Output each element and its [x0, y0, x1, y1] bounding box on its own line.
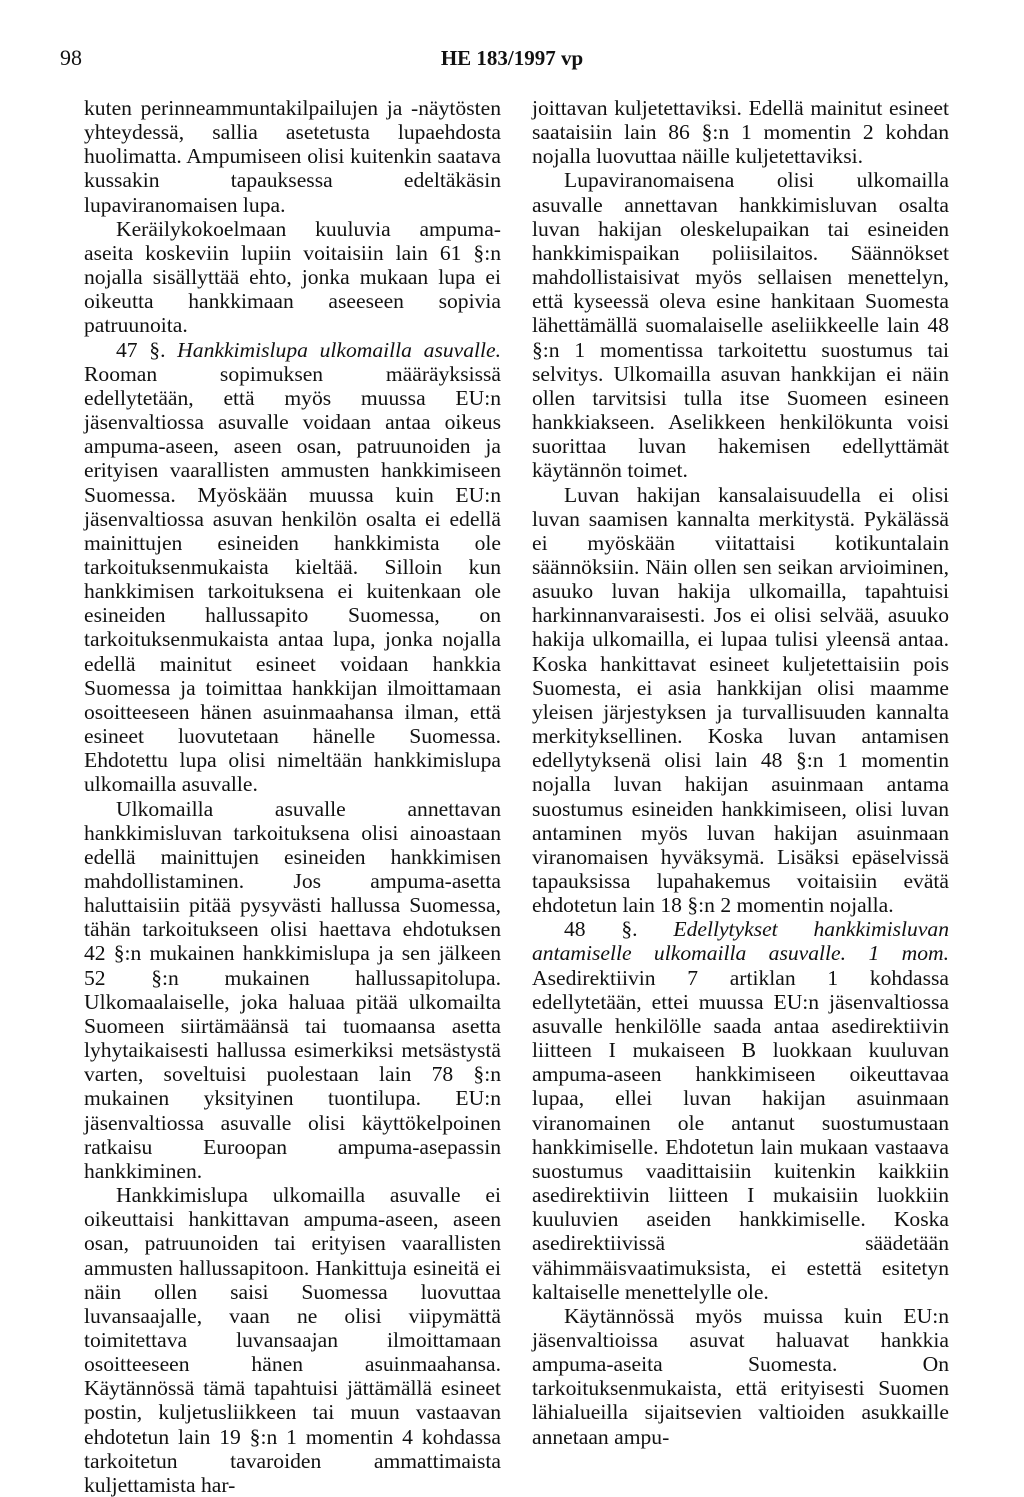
paragraph: Hankkimislupa ulkomailla asuvalle ei oikeuttaisi hankittavan ampuma-aseen, aseen osan, patruunoiden tai erityisen vaarallisten ammusten hallussapitoon. Hankittuja esineitä ei näin ollen saisi Suomessa luovuttaa luvansaajalle, vaan ne olisi viipymättä toimitettava luvansaajan ilmoittamaan osoitteeseen hänen asuinmaahansa. Käytännössä tämä tapahtuisi jättämällä esineet postin, kuljetusliikkeen tai muun vastaavan ehdotetun lain 19 §:n 1 momentin 4 kohdassa tarkoitetun tavaroiden ammattimaista kuljettamista har- — [84, 1183, 501, 1497]
paragraph: kuten perinneammuntakilpailujen ja -näytösten yhteydessä, sallia asetetusta lupaehdosta huolimatta. Ampumiseen olisi kuitenkin saatava kussakin tapauksessa edeltäkäsin lupaviranomaisen lupa. — [84, 96, 501, 217]
paragraph: Keräilykokoelmaan kuuluvia ampuma-aseita koskeviin lupiin voitaisiin lain 61 §:n nojalla sisällyttää ehto, jonka mukaan lupa ei oikeutta hankkimaan aseeseen sopivia patruunoita. — [84, 216, 501, 338]
section-heading: Hankkimislupa ulkomailla asuvalle. — [177, 337, 502, 362]
section-heading: Edellytykset hankkimisluvan antamiselle ulkomailla asuvalle. — [532, 917, 949, 966]
page-number: 98 — [60, 45, 82, 70]
section-text: Asedirektiivin 7 artiklan 1 kohdassa edellytetään, ettei muussa EU:n jäsenvaltiossa asuvalle henkilölle saada antaa asedirektiivin liitteen I mukaiseen B luokkaan kuuluvan ampuma-aseen hankkimiseen oikeuttavaa lupaa, ellei luvan hakijan asuinmaan viranomainen ole antanut suostumustaan hankkimiselle. Ehdotetun lain mukaan vastaava suostumus vaadittaisiin kuitenkin kaikkiin asedirektiivin liitteen I mukaisiin luokkiin kuuluvien aseiden hankkimiselle. Koska asedirektiivissä säädetään vähimmäisvaatimuksista, ei estettä esitetyn kaltaiselle menettelylle ole. — [532, 965, 949, 1304]
section-text: Rooman sopimuksen määräyksissä edellytetään, että myös muussa EU:n jäsenvaltiossa asuvalle voidaan antaa oikeus ampuma-aseen, aseen osan, patruunoiden ja erityisen vaarallisten ammusten hankkimiseen Suomessa. Myöskään muussa kuin EU:n jäsenvaltiossa asuvan henkilön osalta ei edellä mainittujen esineiden hankkimista ole tarkoituksenmukaista kieltää. Silloin kun hankkimisen tarkoituksena ei kuitenkaan ole esineiden hallussapito Suomessa, on tarkoituksenmukaista antaa lupa, jonka nojalla edellä mainitut esineet voidaan hankkia Suomessa ja toimittaa hankkijan ilmoittamaan osoitteeseen hänen asuinmaahansa ilman, että esineet luovutetaan hänelle Suomessa. Ehdotettu lupa olisi nimeltään hankkimislupa ulkomailla asuvalle. — [84, 361, 501, 797]
left-column — [84, 96, 501, 1497]
section-subheading: 1 mom. — [868, 941, 949, 966]
running-head: HE 183/1997 vp — [440, 46, 584, 70]
section-number: 47 §. — [116, 337, 166, 362]
paragraph: Käytännössä myös muissa kuin EU:n jäsenvaltioissa asuvat haluavat hankkia ampuma-aseita Suomesta. On tarkoituksenmukaista, että erityisesti Suomen lähialueilla sijaitsevien valtioiden asukkaille annetaan ampu- — [532, 1303, 949, 1449]
section-paragraph — [532, 917, 949, 1304]
section-paragraph — [84, 338, 501, 797]
paragraph: joittavan kuljetettaviksi. Edellä mainitut esineet saataisiin lain 86 §:n 1 momentin 2 kohdan nojalla luovuttaa näille kuljetettaviksi. — [532, 96, 949, 169]
paragraph: Lupaviranomaisena olisi ulkomailla asuvalle annettavan hankkimisluvan osalta luvan hakijan oleskelupaikan tai esineiden hankkimispaikan poliisilaitos. Säännökset mahdollistaisivat myös sellaisen menettelyn, että kyseessä oleva esine hankitaan Suomesta lähettämällä suomalaiselle aseliikkeelle lain 48 §:n 1 momentissa tarkoitettu suostumus tai selvitys. Ulkomailla asuvan hankkijan ei näin ollen tarvitsisi tulla itse Suomeen esineen hankkiakseen. Aselikkeen henkilökunta voisi suorittaa luvan hakemisen edellyttämät käytännön toimet. — [532, 168, 949, 483]
right-column — [532, 96, 949, 1449]
paragraph: Luvan hakijan kansalaisuudella ei olisi luvan saamisen kannalta merkitystä. Pykälässä ei myöskään viitattaisi kotikuntalain säännöksiin. Näin ollen sen seikan arvioiminen, asuuko luvan hakija ulkomailla, tapahtuisi harkinnanvaraisesti. Jos ei olisi selvää, asuuko hakija ulkomailla, ei lupaa tulisi yleensä antaa. Koska hankittavat esineet kuljetettaisiin pois Suomesta, ei asia hankkijan olisi maamme yleisen järjestyksen ja turvallisuuden kannalta merkityksellinen. Koska luvan antamisen edellytyksenä olisi lain 48 §:n 1 momentin nojalla luvan hakijan asuinmaan antama suostumus esineiden hankkimiseen, olisi luvan antaminen myös luvan hakijan asuinmaan viranomaisen hyväksymä. Lisäksi epäselvissä tapauksissa lupahakemus voitaisiin evätä ehdotetun lain 18 §:n 2 momentin nojalla. — [532, 482, 949, 918]
paragraph: Ulkomailla asuvalle annettavan hankkimisluvan tarkoituksena olisi ainoastaan edellä mainittujen esineiden hankkimisen mahdollistaminen. Jos ampuma-asetta haluttaisiin pitää pysyvästi hallussa Suomessa, tähän tarkoitukseen olisi haettava ehdotuksen 42 §:n mukainen hankkimislupa ja sen jälkeen 52 §:n mukainen hallussapitolupa. Ulkomaalaiselle, joka haluaa pitää ulkomailta Suomeen siirtämäänsä tai tuomaansa asetta lyhytaikaisesti hallussa esimerkiksi metsästystä varten, soveltuisi puolestaan lain 78 §:n mukainen yksityinen tuontilupa. EU:n jäsenvaltiossa asuvalle olisi käyttökelpoinen ratkaisu Euroopan ampuma-asepassin hankkiminen. — [84, 796, 501, 1183]
section-number: 48 §. — [564, 917, 638, 942]
